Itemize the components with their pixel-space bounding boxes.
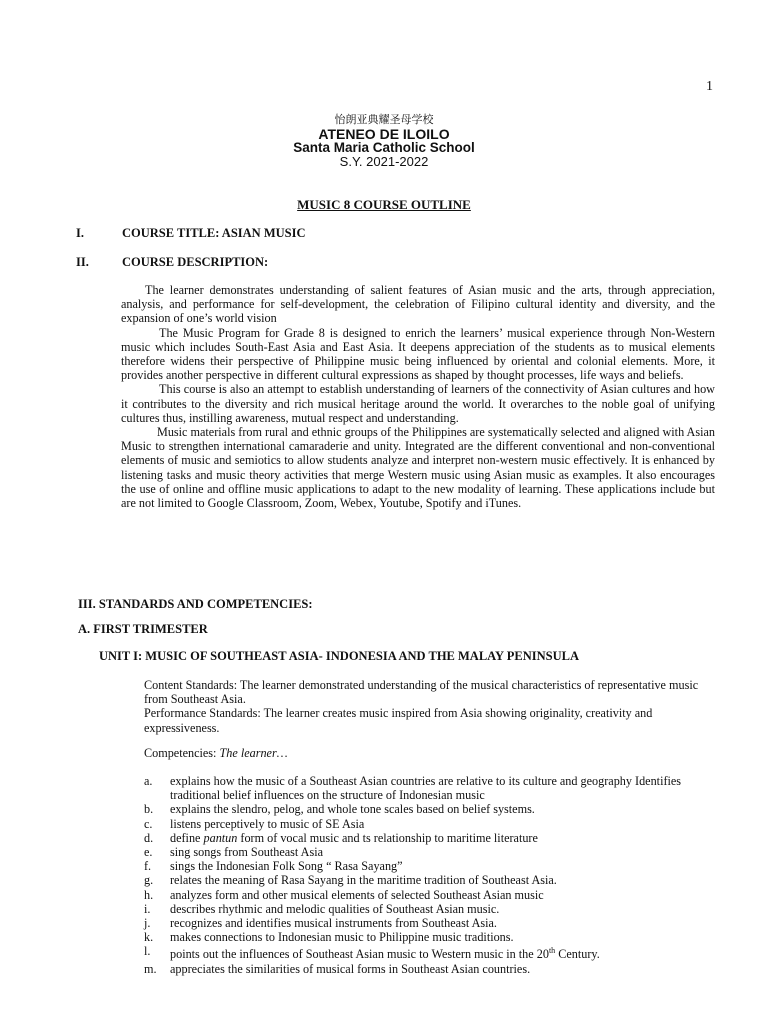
standards-block [144,678,714,735]
competencies-intro: The learner… [219,746,288,760]
list-text: sings the Indonesian Folk Song “ Rasa Sayang” [170,859,403,874]
content-standards: Content Standards: The learner demonstrated understanding of the musical characteristics of representative music from Southeast Asia. [144,678,699,707]
standards-heading: III. STANDARDS AND COMPETENCIES: [78,597,313,611]
list-letter: k. [144,930,154,945]
description-paragraph: This course is also an attempt to establish understanding of learners of the connectivity of Asian cultures and how it contributes to the diversity and rich musical heritage around the world. It overarches to the noble goal of unifying cultures thus, instilling awareness, mutual respect and understanding. [121,382,715,425]
competencies-list [144,774,719,976]
school-subtitle: Santa Maria Catholic School [293,140,475,155]
page-number: 1 [706,79,713,94]
list-text-part: define [170,830,204,845]
list-item [144,888,719,902]
description-paragraph: The learner demonstrates understanding of salient features of Asian music and the arts, through appreciation, analysis, and performance for self-development, the celebration of Filipino cultural identity and diversity, and the expansion of one’s world vision [121,283,715,326]
list-letter: a. [144,774,153,788]
school-chinese-name: 怡朗亚典耀圣母学校 [334,114,434,126]
performance-standards: Performance Standards: The learner creates music inspired from Asia showing originality, creativity and expressiveness. [144,706,653,735]
list-text: relates the meaning of Rasa Sayang in the maritime tradition of Southeast Asia. [170,873,557,888]
list-letter: i. [144,901,151,916]
course-description-heading: COURSE DESCRIPTION: [122,255,269,269]
list-text [170,831,719,845]
list-letter: g. [144,873,154,888]
list-text-part: form of vocal music and ts relationship to maritime literature [237,830,538,845]
list-text [170,944,719,961]
list-text: explains how the music of a Southeast Asian countries are relative to its culture and geography Identifies traditional belief influences on the structure of Indonesian music [170,774,682,803]
list-letter: e. [144,845,153,860]
list-item [144,774,719,802]
section-numeral: II. [76,255,89,269]
list-text-part: points out the influences of Southeast Asian music to Western music in the 20 [170,947,549,962]
list-item [144,802,719,816]
list-letter: h. [144,887,154,902]
trimester-heading: A. FIRST TRIMESTER [78,622,208,636]
competencies-label: Competencies: [144,746,217,760]
list-letter: c. [144,816,153,831]
list-item [144,930,719,944]
unit-heading: UNIT I: MUSIC OF SOUTHEAST ASIA- INDONESIA AND THE MALAY PENINSULA [99,649,579,663]
description-paragraph: Music materials from rural and ethnic groups of the Philippines are systematically selected and aligned with Asian Music to strengthen international camaraderie and unity. Integrated are the different conventional and non-conventional elements of music and semiotics to allow students analyze and interpret non-western music effectively. It is enhanced by listening tasks and music theory activities that merge Western music using Asian music as examples. It also encourages the use of online and offline music applications to adapt to the new modality of learning. These applications include but are not limited to Google Classroom, Zoom, Webex, Youtube, Spotify and iTunes. [121,425,715,511]
list-item [144,916,719,930]
list-letter: m. [144,961,157,976]
document-title: MUSIC 8 COURSE OUTLINE [297,197,471,212]
list-text-italic: pantun [203,830,238,845]
list-item [144,831,719,845]
list-item [144,845,719,859]
list-letter: d. [144,830,154,845]
description-paragraph: The Music Program for Grade 8 is designed to enrich the learners’ musical experience through Non-Western music which includes South-East Asia and East Asia. It deepens appreciation of the students as to musical elements therefore widens their perspective of Philippine music being influenced by oriental and colonial elements. More, it provides another perspective in different cultural expressions as shaped by thought processes, life ways and beliefs. [121,325,715,383]
list-item [144,944,719,961]
list-letter: f. [144,859,152,874]
list-text: appreciates the similarities of musical forms in Southeast Asian countries. [170,961,531,976]
list-text: recognizes and identifies musical instruments from Southeast Asia. [170,916,497,931]
list-text: listens perceptively to music of SE Asia [170,816,365,831]
course-description-body [121,283,715,510]
competencies-label-line [144,746,714,760]
list-item [144,962,719,976]
list-text: analyzes form and other musical elements of selected Southeast Asian music [170,887,544,902]
school-year: S.Y. 2021-2022 [339,154,429,169]
list-text: describes rhythmic and melodic qualities of Southeast Asian music. [170,901,500,916]
list-text-part: Century. [555,947,600,962]
list-item [144,817,719,831]
list-item [144,873,719,887]
school-name: ATENEO DE ILOILO [318,126,450,142]
course-title-heading: COURSE TITLE: ASIAN MUSIC [122,226,306,240]
section-numeral: I. [76,226,84,240]
list-letter: j. [144,916,151,931]
superscript: th [548,946,556,956]
list-item [144,859,719,873]
list-item [144,902,719,916]
list-letter: l. [144,944,151,959]
list-letter: b. [144,802,154,817]
list-text: explains the slendro, pelog, and whole tone scales based on belief systems. [170,802,535,817]
list-text: makes connections to Indonesian music to Philippine music traditions. [170,930,514,945]
list-text: sing songs from Southeast Asia [170,845,324,860]
